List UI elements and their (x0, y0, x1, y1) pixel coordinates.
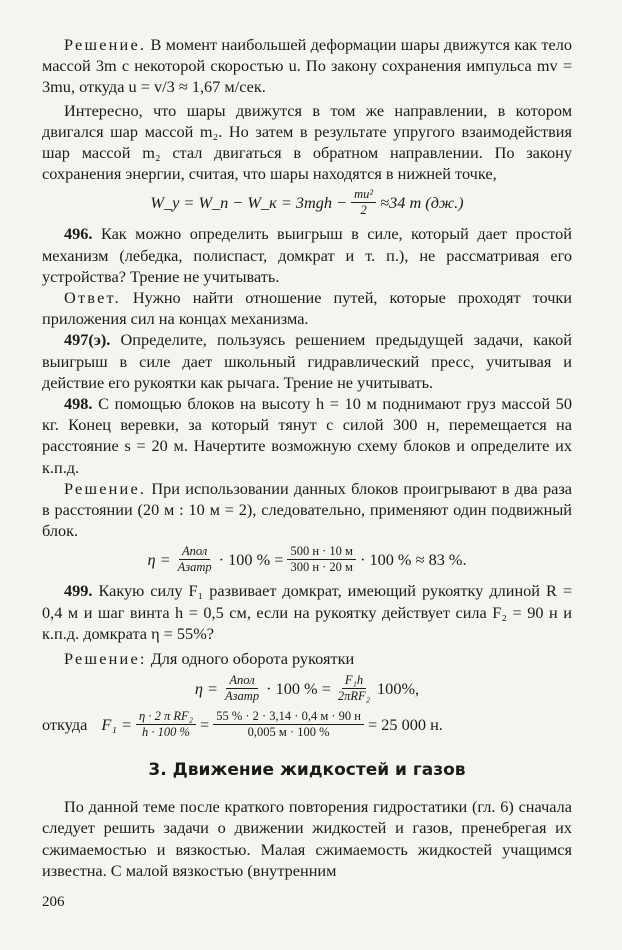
problem-text: Определите, пользуясь решением предыдущей задачи, какой выигрыш в силе дает школьный гидравлический пресс, учитывая и действие его рукоятки как рычага. Трение не учитывать. (42, 330, 572, 392)
fraction-work (175, 544, 215, 575)
fraction-numerator: Aпол (179, 544, 210, 560)
formula-prefix: откуда (42, 714, 88, 734)
fraction-denominator: 0,005 м · 100 % (247, 725, 330, 740)
problem-497 (42, 329, 572, 393)
solution-text: При использовании данных блоков проигрывают в два раза в расстоянии (20 м : 10 м = 2), следовательно, применяют один подвижный блок. (42, 478, 572, 541)
answer-text: Нужно найти отношение путей, которые проходят точки приложения сил на концах механизма. (42, 288, 573, 329)
fraction-numerator: F₁h (342, 673, 366, 689)
fraction-denominator: Aзатр (225, 689, 260, 704)
problem-text: С помощью блоков на высоту h = 10 м поднимают груз массой 50 кг. Конец веревки, за который тянут с силой 300 н, перемещается на расстояние s = 20 м. Начертите возможную схему блоков и определите их к.п.д. (42, 394, 572, 477)
formula-lhs: η = (147, 549, 171, 569)
fraction-numerator: 55 % · 2 · 3,14 · 0,4 м · 90 н (213, 709, 364, 725)
problem-text: Какую силу F₁ развивает домкрат, имеющий рукоятку длиной R = 0,4 м и шаг винта h = 0,5 см, если на рукоятку действует сила F₂ = 90 н и к.п.д. домкрата η = 55%? (42, 581, 572, 643)
fraction-symbolic (136, 709, 196, 740)
fraction-denominator: h · 100 % (142, 725, 190, 740)
page-number: 206 (42, 894, 65, 910)
problem-text: Как можно определить выигрыш в силе, который дает простой механизм (лебедка, полиспаст, домкрат и т. п.), не рассматривая его устройства? Трение не учитывать. (42, 224, 572, 286)
section-heading: 3. Движение жидкостей и газов (148, 760, 466, 781)
paragraph-section-intro: По данной теме после краткого повторения гидростатики (гл. 6) сначала следует решить задачи о движении жидкостей и газов, пренебрегая их сжимаемостью и вязкостью. Малая сжимаемость жидкостей учащимся известна. С малой вязкостью (внутренним (42, 797, 572, 880)
solution-paragraph-1 (42, 34, 572, 98)
formula-energy-lhs: W_y = W_п − W_к = 3mgh − (150, 192, 348, 212)
fraction-numerator: Aпол (226, 673, 257, 689)
fraction-numeric (213, 709, 364, 740)
problem-498 (42, 393, 572, 478)
fraction-denominator: Aзатр (177, 560, 212, 575)
fraction-denominator: 2 (360, 203, 367, 218)
fraction-numerator: 500 н · 10 м (287, 544, 356, 560)
answer-496 (42, 287, 572, 329)
formula-lhs: η = (194, 678, 219, 698)
solution-text: В момент наибольшей деформации шары движутся как тело массой 3m с некоторой скоростью u. По закону сохранения импульса mv = 3mu, откуда u = v/3 ≈ 1,67 м/сек. (42, 35, 573, 97)
formula-eta (42, 673, 572, 704)
problem-number: 498. (64, 394, 93, 414)
solution-label: Решение. (64, 35, 147, 54)
problem-number: 497(э). (64, 330, 111, 350)
fraction-mu2-over-2 (351, 187, 376, 218)
fraction-forces (335, 673, 373, 704)
solution-label: Решение: (64, 649, 147, 669)
answer-label: Ответ. (64, 288, 121, 308)
fraction-denominator: 2πRF₂ (337, 689, 371, 704)
formula-energy (42, 187, 572, 218)
fraction-denominator: 300 н · 20 м (290, 560, 353, 575)
formula-efficiency (42, 544, 572, 575)
solution-498 (42, 478, 572, 542)
formula-eq: = (200, 714, 210, 734)
solution-text: Для одного оборота рукоятки (150, 649, 355, 669)
fraction-numerator: η · 2 π RF₂ (136, 709, 196, 725)
solution-label: Решение. (64, 478, 147, 498)
formula-rhs: = 25 000 н. (367, 714, 443, 734)
problem-496 (42, 223, 572, 287)
formula-rhs: · 100 % ≈ 83 %. (359, 549, 467, 569)
paragraph-interesting: Интересно, что шары движутся в том же направлении, в котором двигался шар массой m₂. Но затем в результате упругого взаимодействия шар массой m₂ стал двигаться в обратном направлении. По закону сохранения энергии, считая, что шары находятся в нижней точке, (42, 100, 572, 184)
formula-mid: · 100 % = (266, 678, 331, 698)
formula-mid: · 100 % = (218, 549, 284, 569)
fraction-work (222, 673, 262, 704)
formula-energy-rhs: ≈34 m (дж.) (380, 192, 464, 212)
problem-number: 499. (64, 581, 93, 601)
formula-f1 (42, 709, 572, 740)
problem-499 (42, 580, 572, 644)
problem-number: 496. (64, 224, 93, 244)
fraction-numerator: mu² (351, 187, 376, 203)
formula-lhs: F₁ = (101, 714, 133, 734)
fraction-values (287, 544, 356, 575)
formula-rhs: 100%, (377, 678, 420, 698)
solution-499 (42, 648, 572, 669)
